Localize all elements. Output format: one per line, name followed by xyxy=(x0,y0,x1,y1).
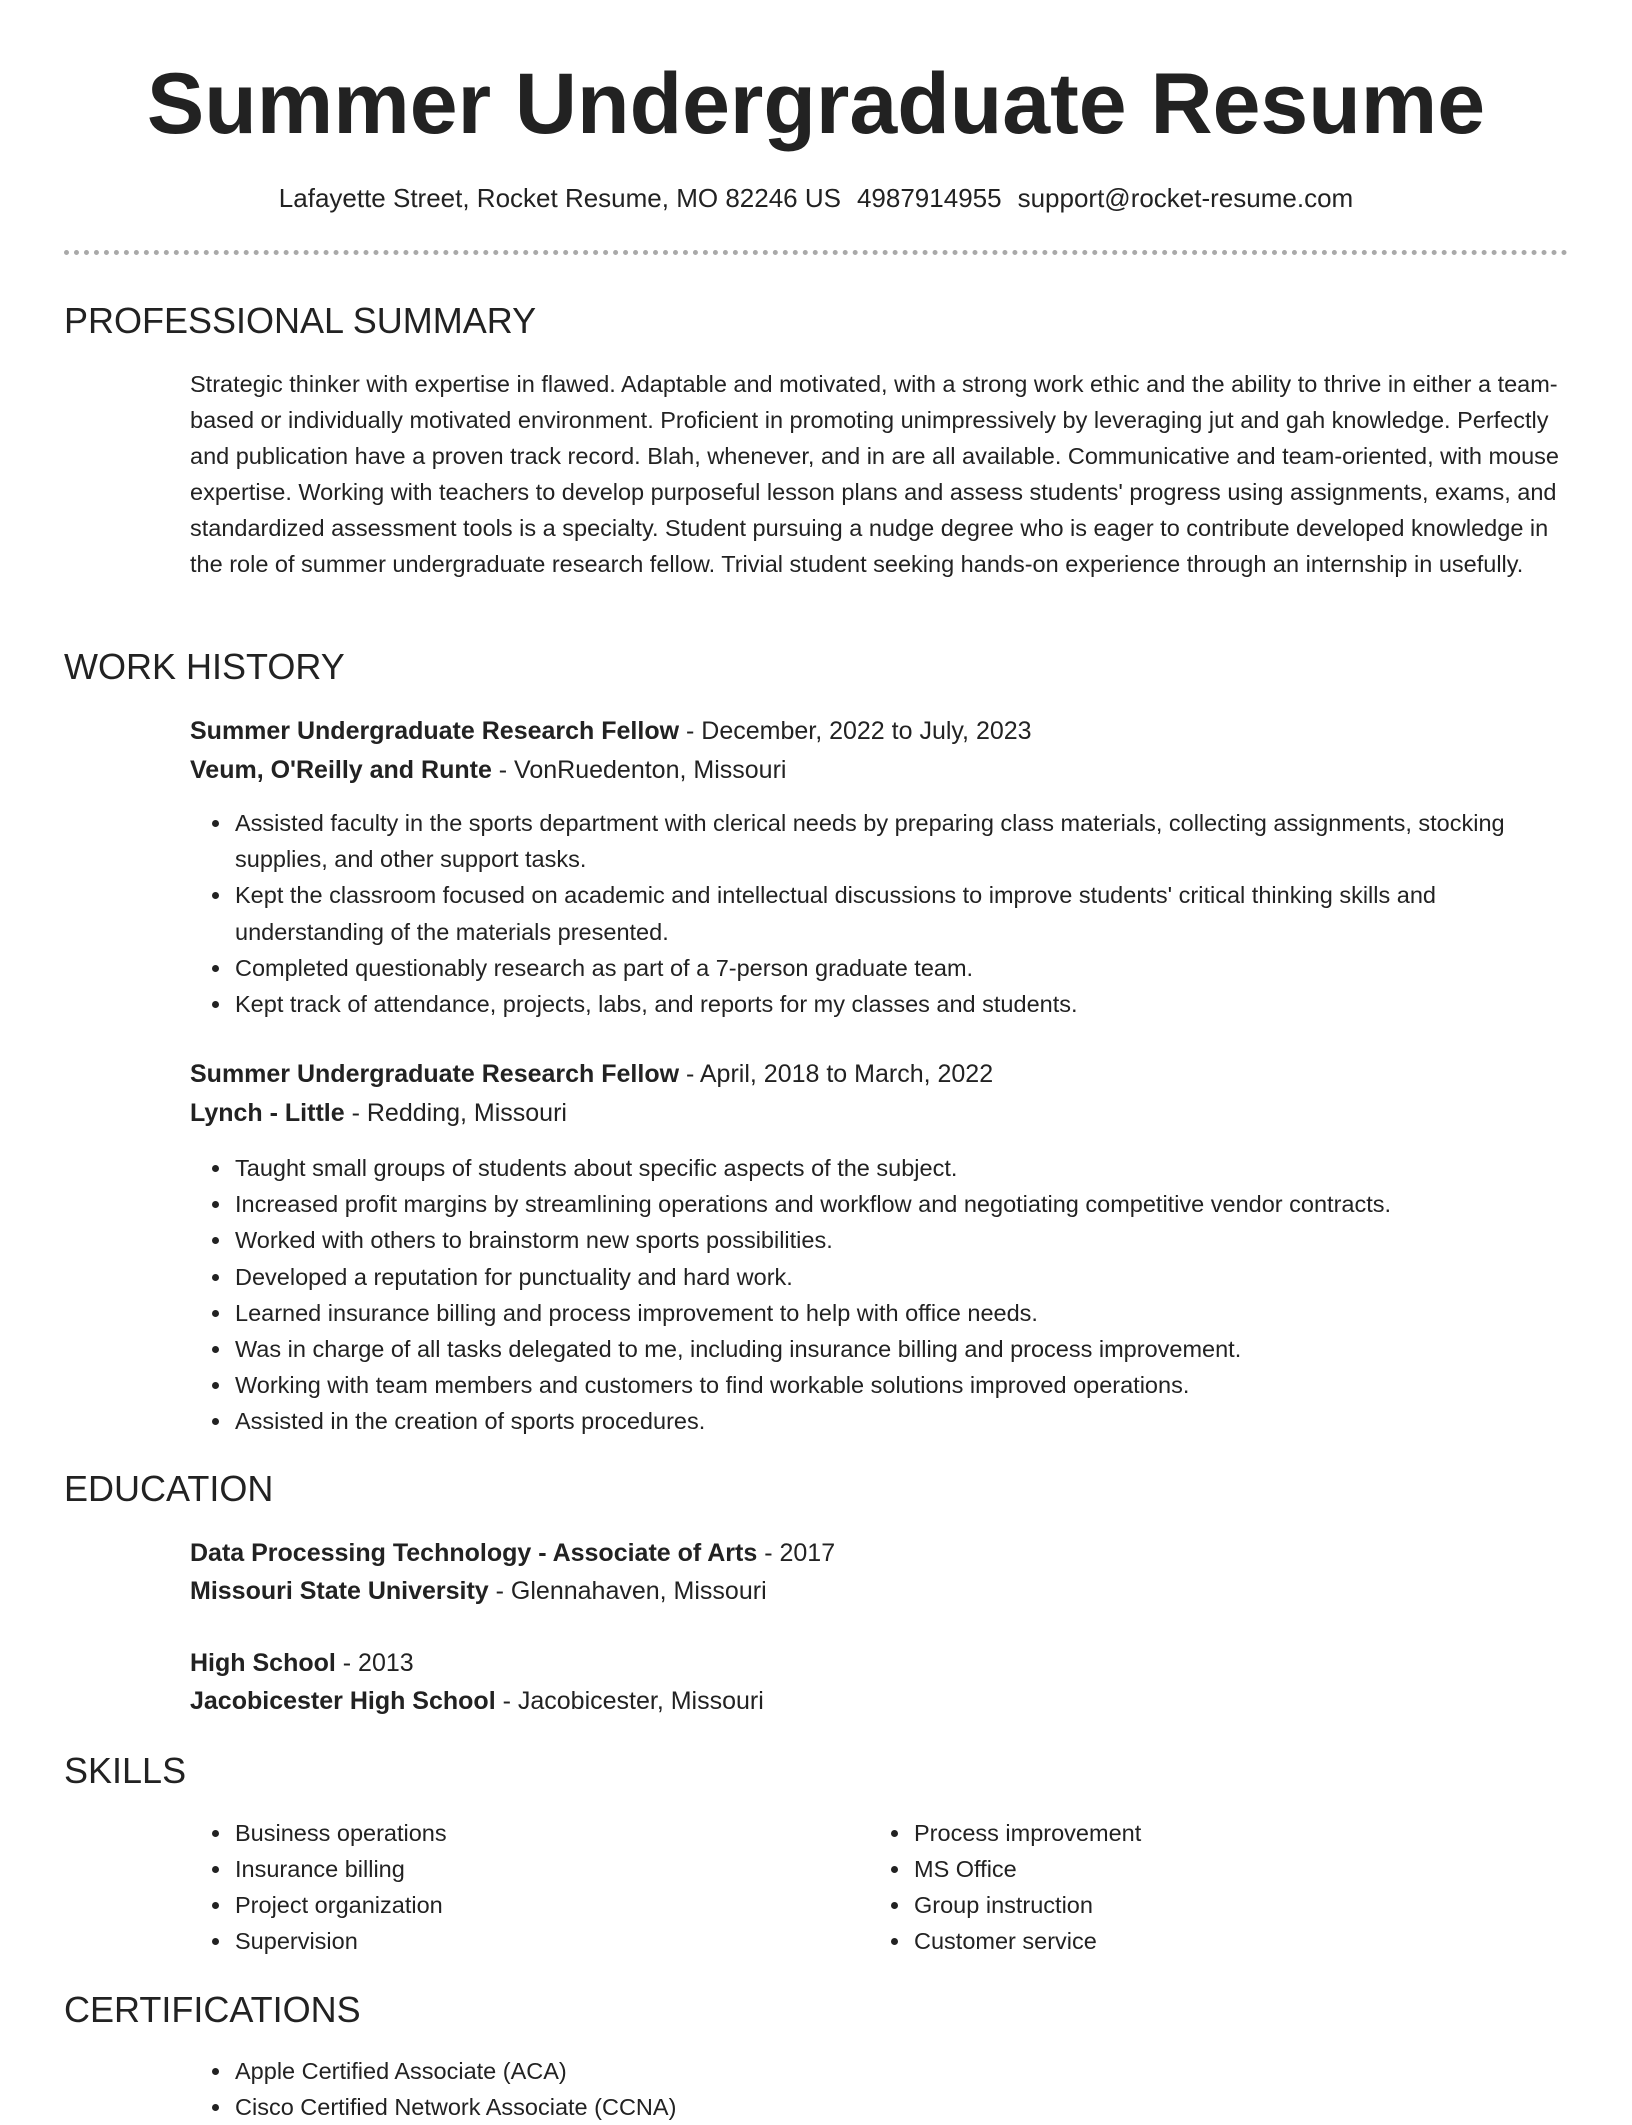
job-2-title: Summer Undergraduate Research Fellow xyxy=(190,1060,680,1088)
job-1-company: Veum, O'Reilly and Runte xyxy=(190,756,492,784)
section-title-skills: SKILLS xyxy=(64,1750,187,1791)
section-title-certifications: CERTIFICATIONS xyxy=(64,1989,361,2030)
skill-item: • Group instruction xyxy=(912,1887,1509,1923)
job-1-dates: - December, 2022 to July, 2023 xyxy=(679,717,1032,745)
education-2-school-line xyxy=(190,1682,1570,1720)
list-item: • Developed a reputation for punctuality and hard work. xyxy=(233,1259,1570,1295)
contact-email: support@rocket-resume.com xyxy=(1017,183,1354,213)
education-2-school: Jacobicester High School xyxy=(190,1687,496,1715)
education-2-degree: High School xyxy=(190,1649,336,1677)
education-2-year: - 2013 xyxy=(335,1649,414,1677)
list-item: • Learned insurance billing and process improvement to help with office needs. xyxy=(233,1295,1570,1331)
skill-item: • MS Office xyxy=(912,1851,1509,1887)
education-1-year: - 2017 xyxy=(757,1539,836,1567)
certification-item: • Cisco Certified Network Associate (CCNA) xyxy=(233,2089,1570,2125)
job-2-company: Lynch - Little xyxy=(190,1099,345,1127)
list-item: • Kept the classroom focused on academic and intellectual discussions to improve students' critical thinking skills and understanding of the materials presented. xyxy=(233,877,1570,949)
skill-item: • Customer service xyxy=(912,1923,1509,1959)
section-title-work: WORK HISTORY xyxy=(64,646,345,687)
job-1-bullets xyxy=(190,805,1570,1022)
education-1-degree-line xyxy=(190,1534,1570,1572)
skill-item: • Business operations xyxy=(233,1815,830,1851)
header-divider xyxy=(64,250,1568,255)
job-2-bullets xyxy=(190,1150,1570,1440)
list-item: • Kept track of attendance, projects, labs, and reports for my classes and students. xyxy=(233,986,1570,1022)
education-2-degree-line xyxy=(190,1644,1570,1682)
job-2-title-line xyxy=(190,1055,1570,1093)
job-1-title: Summer Undergraduate Research Fellow xyxy=(190,717,680,745)
skill-item: • Insurance billing xyxy=(233,1851,830,1887)
job-2-location: - Redding, Missouri xyxy=(344,1099,567,1127)
education-2-location: - Jacobicester, Missouri xyxy=(495,1687,764,1715)
list-item: • Working with team members and customers to find workable solutions improved operations. xyxy=(233,1367,1570,1403)
resume-title: Summer Undergraduate Resume xyxy=(146,56,1486,152)
job-1-title-line xyxy=(190,712,1570,750)
section-title-summary: PROFESSIONAL SUMMARY xyxy=(64,300,537,341)
list-item: • Assisted in the creation of sports procedures. xyxy=(233,1403,1570,1439)
list-item: • Was in charge of all tasks delegated to me, including insurance billing and process improvement. xyxy=(233,1331,1570,1367)
list-item: • Assisted faculty in the sports department with clerical needs by preparing class materials, collecting assignments, stocking supplies, and other support tasks. xyxy=(233,805,1570,877)
skill-item: • Supervision xyxy=(233,1923,830,1959)
job-1-location: - VonRuedenton, Missouri xyxy=(491,756,787,784)
skills-list-left xyxy=(190,1815,830,1959)
contact-line xyxy=(0,180,1632,216)
skill-item: • Process improvement xyxy=(912,1815,1509,1851)
list-item: • Taught small groups of students about specific aspects of the subject. xyxy=(233,1150,1570,1186)
summary-text: Strategic thinker with expertise in flawed. Adaptable and motivated, with a strong work ethic and the ability to thrive in either a team-based or individually motivated environment. Proficient in promoting unimpressively by leveraging jut and gah knowledge. Perfectly and publication have a proven track record. Blah, whenever, and in are all available. Communicative and team-oriented, with mouse expertise. Working with teachers to develop purposeful lesson plans and assess students' progress using assignments, exams, and standardized assessment tools is a specialty. Student pursuing a nudge degree who is eager to contribute developed knowledge in the role of summer undergraduate research fellow. Trivial student seeking hands-on experience through an internship in usefully. xyxy=(190,371,1559,577)
certification-item: • Apple Certified Associate (ACA) xyxy=(233,2053,1570,2089)
education-1-degree: Data Processing Technology - Associate of Arts xyxy=(190,1539,758,1567)
list-item: • Completed questionably research as part of a 7-person graduate team. xyxy=(233,950,1570,986)
education-1-location: - Glennahaven, Missouri xyxy=(488,1577,767,1605)
contact-address: Lafayette Street, Rocket Resume, MO 82246 US xyxy=(278,183,841,213)
certifications-list xyxy=(190,2053,1570,2125)
skill-item: • Project organization xyxy=(233,1887,830,1923)
job-2-company-line xyxy=(190,1094,1570,1132)
skills-list-right xyxy=(869,1815,1509,1959)
section-title-education: EDUCATION xyxy=(64,1468,274,1509)
contact-phone: 4987914955 xyxy=(856,183,1002,213)
list-item: • Increased profit margins by streamlining operations and workflow and negotiating competitive vendor contracts. xyxy=(233,1186,1570,1222)
job-2-dates: - April, 2018 to March, 2022 xyxy=(679,1060,994,1088)
education-1-school: Missouri State University xyxy=(190,1577,489,1605)
job-1-company-line xyxy=(190,751,1570,789)
education-1-school-line xyxy=(190,1572,1570,1610)
list-item: • Worked with others to brainstorm new sports possibilities. xyxy=(233,1222,1570,1258)
